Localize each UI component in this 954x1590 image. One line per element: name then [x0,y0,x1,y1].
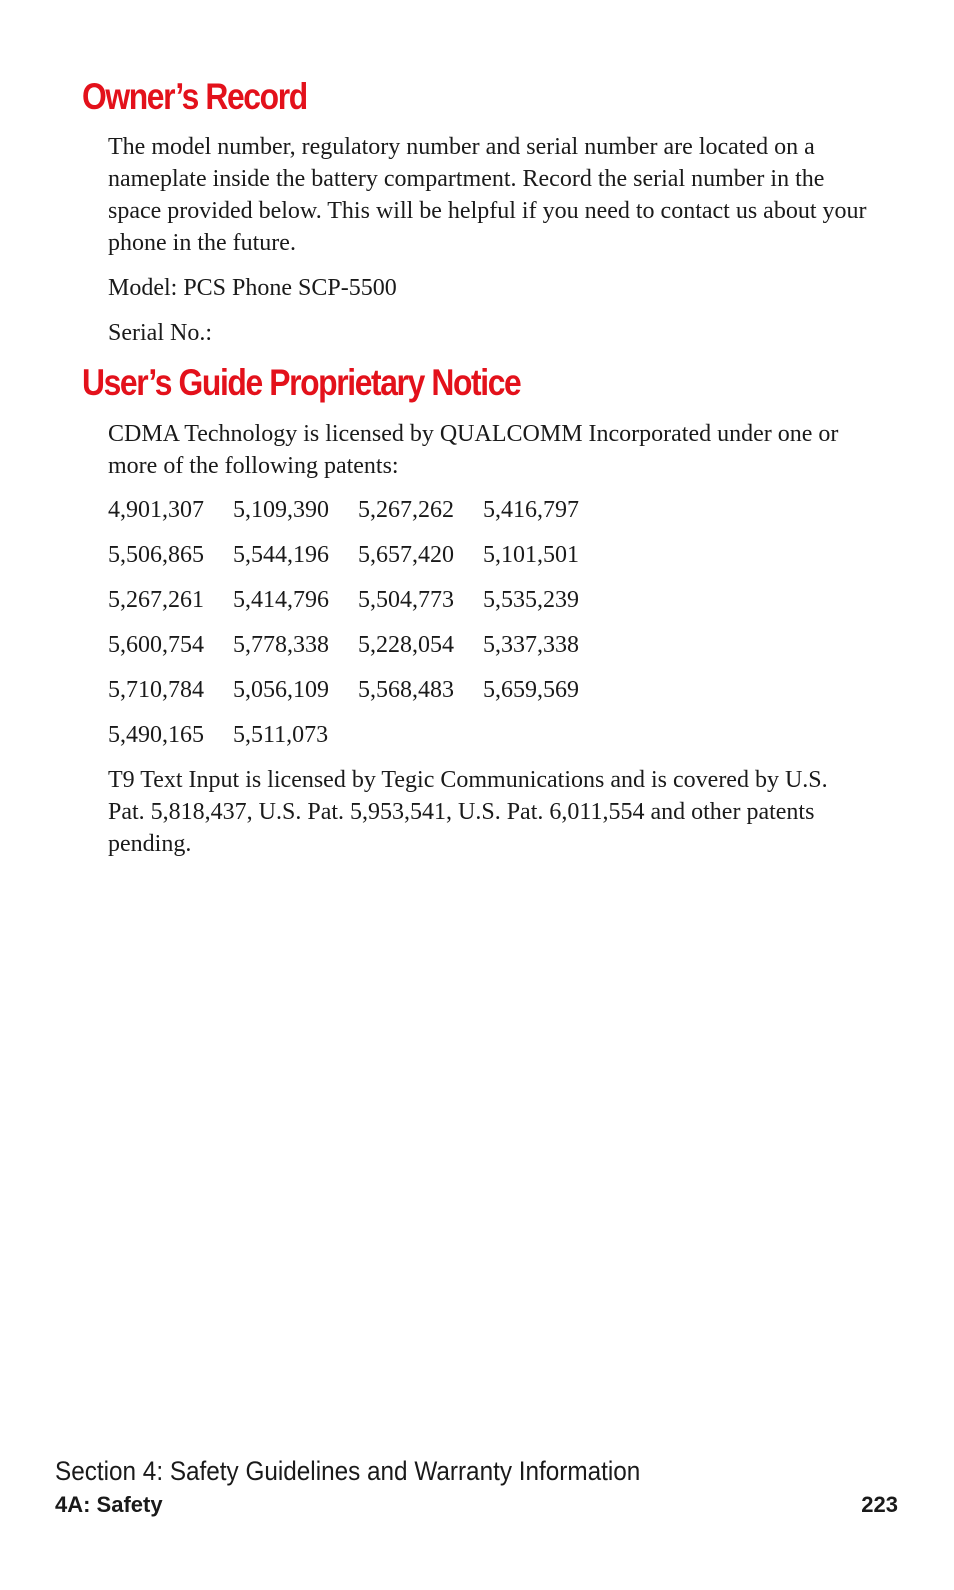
patent-number: 5,414,796 [233,587,329,613]
patent-number: 4,901,307 [108,497,204,523]
patent-number: 5,511,073 [233,722,329,748]
patent-number: 5,267,262 [358,497,454,523]
patent-number: 5,101,501 [483,542,579,568]
page-number: 223 [861,1492,898,1517]
patent-number: 5,535,239 [483,587,579,613]
patent-number: 5,490,165 [108,722,204,748]
patent-number: 5,267,261 [108,587,204,613]
footer-section-title: Section 4: Safety Guidelines and Warranty Information [55,1456,641,1486]
patent-number: 5,778,338 [233,632,329,658]
patent-number: 5,544,196 [233,542,329,568]
patent-row [108,494,608,539]
patent-list [108,494,608,764]
proprietary-notice-heading: User’s Guide Proprietary Notice [82,362,521,403]
patent-row [108,674,608,719]
model-line: Model: PCS Phone SCP-5500 [108,275,397,301]
serial-number-line: Serial No.: [108,320,212,346]
owners-record-paragraph: The model number, regulatory number and serial number are located on a nameplate inside the battery compartment. Record the serial number in the space provided below. This will be helpful if you need to contact us about your phone in the future. [108,134,867,256]
patent-number: 5,659,569 [483,677,579,703]
patent-number: 5,657,420 [358,542,454,568]
patent-number: 5,504,773 [358,587,454,613]
patent-row [108,629,608,674]
footer-subsection: 4A: Safety [55,1492,163,1517]
patent-number: 5,710,784 [108,677,204,703]
patent-number: 5,109,390 [233,497,329,523]
owners-record-heading: Owner’s Record [82,76,307,117]
patent-number: 5,506,865 [108,542,204,568]
patent-row [108,719,608,764]
cdma-license-paragraph: CDMA Technology is licensed by QUALCOMM Incorporated under one or more of the following patents: [108,421,839,479]
patent-number: 5,600,754 [108,632,204,658]
patent-row [108,539,608,584]
patent-number: 5,337,338 [483,632,579,658]
t9-license-paragraph: T9 Text Input is licensed by Tegic Communications and is covered by U.S. Pat. 5,818,437, U.S. Pat. 5,953,541, U.S. Pat. 6,011,554 and other patents pending. [108,767,828,857]
patent-number: 5,568,483 [358,677,454,703]
patent-number: 5,228,054 [358,632,454,658]
patent-number: 5,416,797 [483,497,579,523]
patent-row [108,584,608,629]
patent-number: 5,056,109 [233,677,329,703]
